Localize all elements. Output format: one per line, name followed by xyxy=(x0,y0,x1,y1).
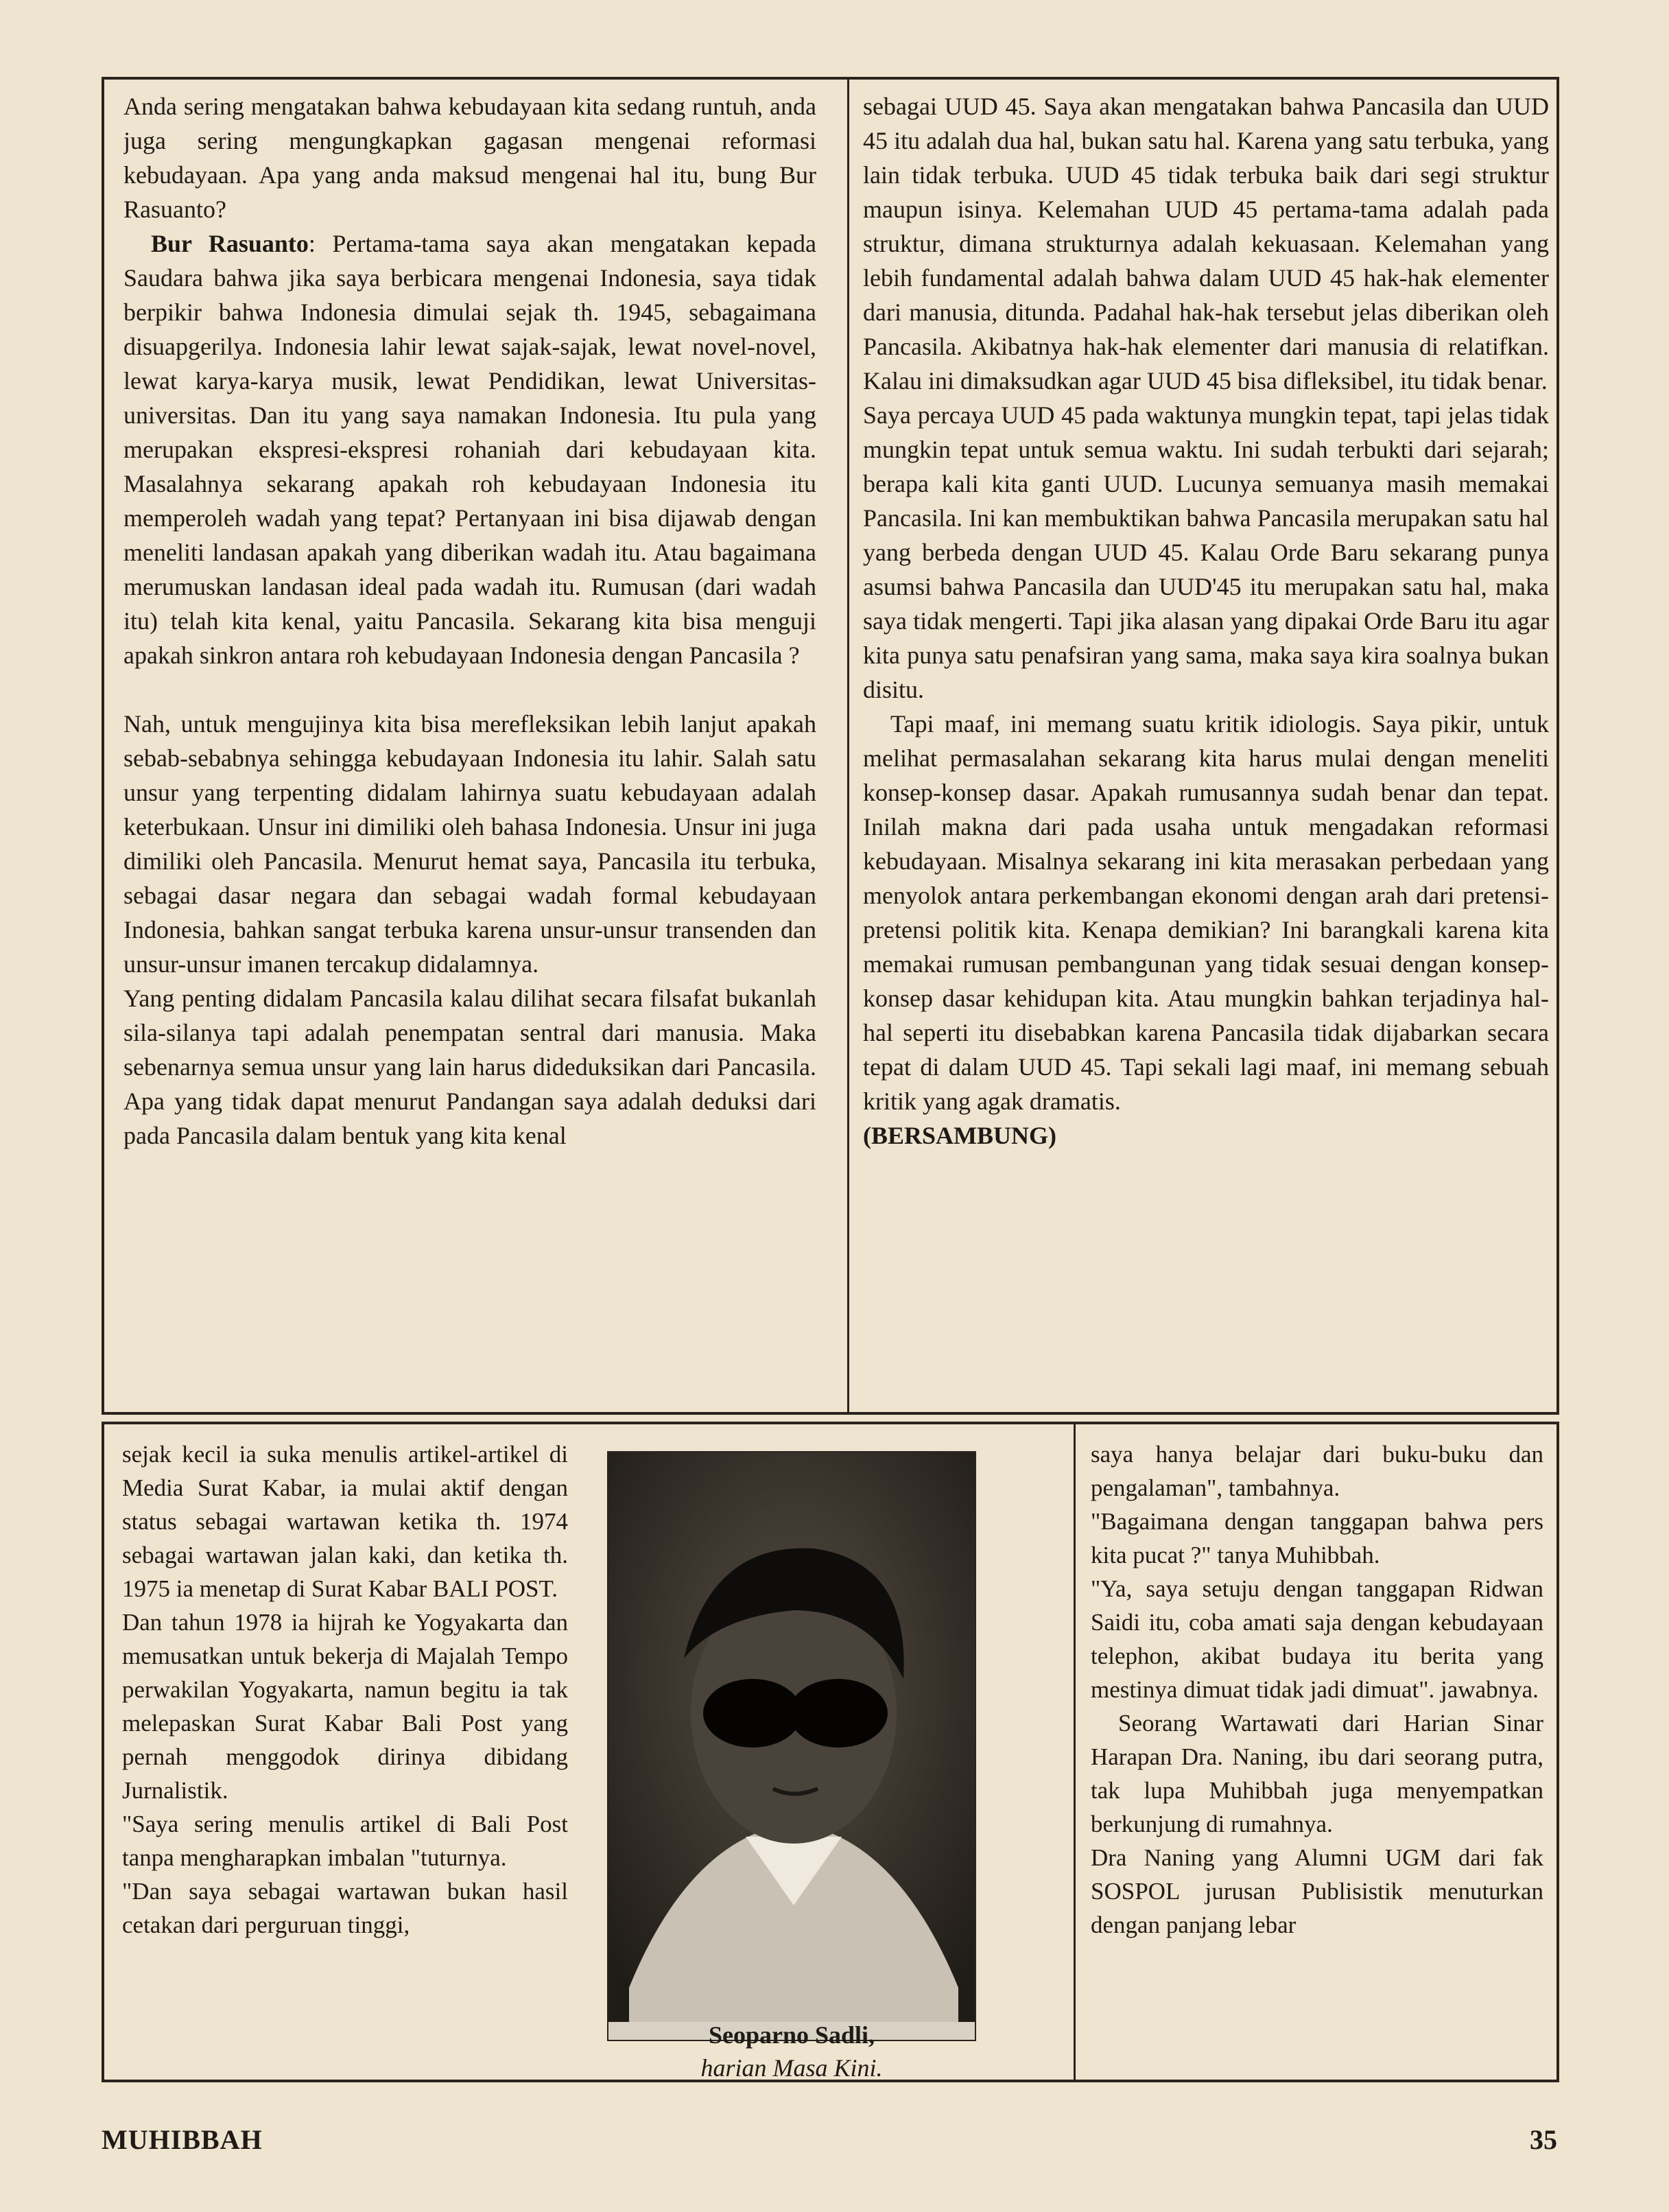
paragraph: saya hanya belajar dari buku-buku dan pengalaman", tambahnya. xyxy=(1091,1441,1543,1501)
portrait-photo xyxy=(607,1451,976,2041)
paragraph: Saya percaya UUD 45 pada waktunya mungkin tepat, tapi jelas tidak mungkin tepat untuk semua waktu. Ini sudah terbukti dari sejarah; berapa kali kita ganti UUD. Lucunya semuanya masih memakai Pancasila. Ini kan membuktikan bahwa Pancasila merupakan satu hal yang berbeda dengan UUD 45. Kalau Orde Baru sekarang punya asumsi bahwa Pancasila dan UUD'45 itu merupakan satu hal, maka saya tidak mengerti. Tapi jika alasan yang dipakai Orde Baru itu agar kita punya satu penafsiran yang sama, maka saya kira soalnya bukan disitu. xyxy=(863,401,1549,703)
photo-caption-name: Seoparno Sadli, xyxy=(708,2021,875,2049)
bottom-column-divider xyxy=(1074,1422,1076,2082)
paragraph: Nah, untuk mengujinya kita bisa merefleksikan lebih lanjut apakah sebab-sebabnya sehingga kebudayaan Indonesia itu lahir. Salah satu unsur yang terpenting didalam lahirnya suatu kebudayaan adalah keterbukaan. Unsur ini dimiliki oleh bahasa Indonesia. Unsur ini juga dimiliki oleh Pancasila. Menurut hemat saya, Pancasila itu terbuka, sebagai dasar negara dan sebagai wadah formal kebudayaan Indonesia, bahkan sangat terbuka karena unsur-unsur transenden dan unsur-unsur imanen tercakup didalamnya. xyxy=(123,710,816,978)
paragraph: "Ya, saya setuju dengan tanggapan Ridwan Saidi itu, coba amati saja dengan kebudayaan telephon, akibat budaya itu berita yang mestinya dimuat tidak jadi dimuat". jawabnya. xyxy=(1091,1575,1543,1703)
paragraph: sejak kecil ia suka menulis artikel-artikel di Media Surat Kabar, ia mulai aktif dengan status sebagai wartawan ketika th. 1974 sebagai wartawan jalan kaki, dan ketika th. 1975 ia menetap di Surat Kabar BALI POST. xyxy=(122,1441,568,1602)
page-number: 35 xyxy=(1530,2124,1557,2155)
top-right-column xyxy=(863,89,1549,1393)
bottom-left-column xyxy=(122,1437,568,2075)
paragraph: "Dan saya sebagai wartawan bukan hasil cetakan dari perguruan tinggi, xyxy=(122,1878,568,1938)
paragraph: "Bagaimana dengan tanggapan bahwa pers kita pucat ?" tanya Muhibbah. xyxy=(1091,1508,1543,1568)
paragraph: Dan tahun 1978 ia hijrah ke Yogyakarta dan memusatkan untuk bekerja di Majalah Tempo perwakilan Yogyakarta, namun begitu ia tak melepaskan Surat Kabar Bali Post yang pernah menggodok dirinya dibidang Jurnalistik. xyxy=(122,1609,568,1804)
bottom-right-column xyxy=(1091,1437,1543,2075)
paragraph: sebagai UUD 45. Saya akan mengatakan bahwa Pancasila dan UUD 45 itu adalah dua hal, bukan satu hal. Karena yang satu terbuka, yang lain tidak terbuka. UUD 45 tidak terbuka baik dari segi struktur maupun isinya. Kelemahan UUD 45 pertama-tama adalah pada struktur, dimana strukturnya adalah kekuasaan. Kelemahan yang lebih fundamental adalah bahwa dalam UUD 45 hak-hak elementer dari manusia, ditunda. Padahal hak-hak tersebut jelas diberikan oleh Pancasila. Akibatnya hak-hak elementer dari manusia di relatifkan. Kalau ini dimaksudkan agar UUD 45 bisa difleksibel, itu tidak benar. xyxy=(863,93,1549,395)
paragraph: "Saya sering menulis artikel di Bali Post tanpa mengharapkan imbalan "tuturnya. xyxy=(122,1811,568,1871)
magazine-name: MUHIBBAH xyxy=(102,2124,263,2155)
paragraph: Yang penting didalam Pancasila kalau dilihat secara filsafat bukanlah sila-silanya tapi adalah penempatan sentral dari manusia. Maka sebenarnya semua unsur yang lain harus dideduksikan dari Pancasila. Apa yang tidak dapat menurut Pandangan saya adalah deduksi dari pada Pancasila dalam bentuk yang kita kenal xyxy=(123,985,816,1149)
paragraph: Tapi maaf, ini memang suatu kritik idiologis. Saya pikir, untuk melihat permasalahan sekarang kita harus mulai dengan meneliti konsep-konsep dasar. Apakah rumusannya sudah benar dan tepat. Inilah makna dari pada usaha untuk mengadakan reformasi kebudayaan. Misalnya sekarang ini kita merasakan perbedaan yang menyolok antara perkembangan ekonomi dengan arah dari pretensi-pretensi politik kita. Kenapa demikian? Ini barangkali karena kita memakai rumusan pembangunan yang tidak sesuai dengan konsep-konsep dasar kehidupan kita. Atau mungkin bahkan terjadinya hal-hal seperti itu disebabkan karena Pancasila tidak dijabarkan secara tepat di dalam UUD 45. Tapi sekali lagi maaf, ini memang sebuah kritik yang agak dramatis. xyxy=(863,710,1549,1115)
answer-text: : Pertama-tama saya akan mengatakan kepada Saudara bahwa jika saya berbicara mengenai Indonesia, saya tidak berpikir bahwa Indonesia dimulai sejak th. 1945, sebagaimana disuapgerilya. Indonesia lahir lewat sajak-sajak, lewat novel-novel, lewat karya-karya musik, lewat Pendidikan, lewat Universitas-universitas. Dan itu yang saya namakan Indonesia. Itu pula yang merupakan ekspresi-ekspresi rohaniah dari kebudayaan kita. Masalahnya sekarang apakah roh kebudayaan Indonesia itu memperoleh wadah yang tepat? Pertanyaan ini bisa dijawab dengan meneliti landasan apakah yang diberikan wadah itu. Atau bagaimana merumuskan landasan ideal pada wadah itu. Rumusan (dari wadah itu) telah kita kenal, yaitu Pancasila. Sekarang kita bisa menguji apakah sinkron antara roh kebudayaan Indonesia dengan Pancasila ? xyxy=(123,230,816,669)
speaker-name: Bur Rasuanto xyxy=(151,230,309,257)
paragraph: Seorang Wartawati dari Harian Sinar Harapan Dra. Naning, ibu dari seorang putra, tak lupa Muhibbah juga menyempatkan berkunjung di rumahnya. xyxy=(1091,1710,1543,1837)
interview-question: Anda sering mengatakan bahwa kebudayaan kita sedang runtuh, anda juga sering mengungkapkan gagasan mengenai reformasi kebudayaan. Apa yang anda maksud mengenai hal itu, bung Bur Rasuanto? xyxy=(123,93,816,223)
continued-label: (BERSAMBUNG) xyxy=(863,1122,1057,1149)
portrait-image xyxy=(608,1452,976,2022)
paragraph: Dra Naning yang Alumni UGM dari fak SOSPOL jurusan Publisistik menuturkan dengan panjang lebar xyxy=(1091,1844,1543,1938)
photo-caption-newspaper: harian Masa Kini. xyxy=(700,2054,883,2082)
top-left-column xyxy=(123,89,816,1393)
top-column-divider xyxy=(847,77,849,1415)
interview-answer xyxy=(123,226,816,672)
